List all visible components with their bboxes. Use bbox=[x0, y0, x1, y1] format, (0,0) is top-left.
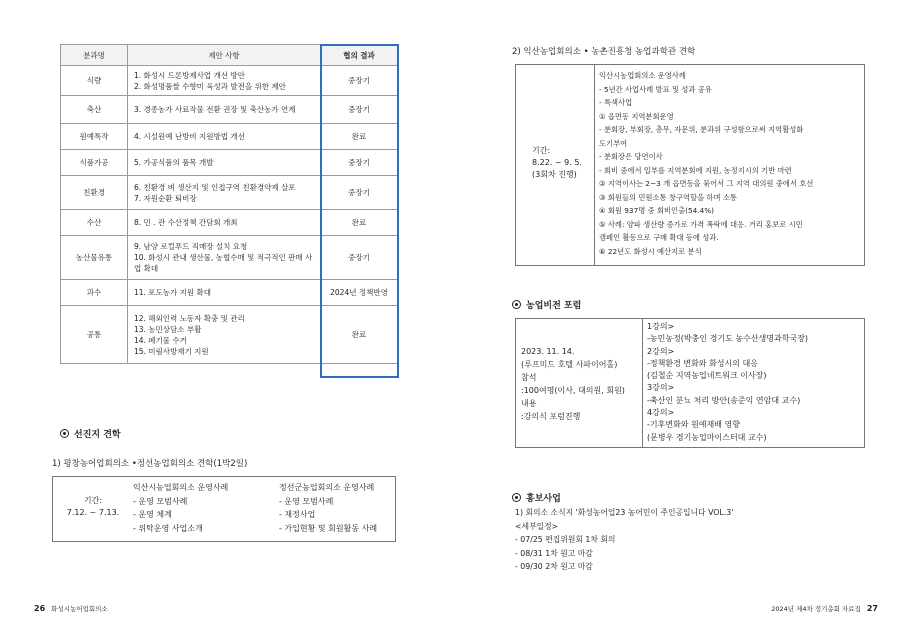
field-trip-line: - 운영 체계 bbox=[133, 510, 172, 519]
forum-info-line: (루프미드 호텔 사파이어홀) bbox=[521, 360, 618, 369]
row-result: 중장기 bbox=[321, 176, 398, 210]
forum-info-line: :강의식 포럼진행 bbox=[521, 412, 581, 421]
field-trip-line: 익산시농업회의소 운영사례 bbox=[133, 483, 229, 492]
proposal-item: 7. 자원순환 퇴비장 bbox=[134, 193, 197, 203]
row-proposals bbox=[128, 66, 321, 96]
proposal-item: 9. 남양 로컬푸드 직매장 설치 요청 bbox=[134, 242, 248, 251]
section-bullet-icon bbox=[512, 493, 521, 502]
proposal-item: 5. 가공식품의 품목 개발 bbox=[134, 158, 214, 167]
field-trip-line: - 운영 모범사례 bbox=[279, 496, 334, 506]
promo-line: - 09/30 2차 원고 마감 bbox=[515, 562, 593, 571]
row-result: 완료 bbox=[321, 210, 398, 236]
forum-info bbox=[521, 345, 625, 423]
row-category: 농산물유통 bbox=[61, 236, 128, 280]
field-trip-period: 기간: 7.12. ~ 7.13. bbox=[66, 496, 120, 517]
row-result: 완료 bbox=[321, 124, 398, 150]
proposal-item: 13. 농민상담소 부활 bbox=[134, 324, 202, 334]
iksan-line: ① 읍면동 지역분회운영 bbox=[599, 111, 674, 121]
row-result: 중장기 bbox=[321, 96, 398, 124]
forum-lecture-line: -농민농정(박충인 경기도 농수산생명과학국장) bbox=[647, 334, 809, 344]
proposal-table bbox=[60, 44, 398, 364]
iksan-line: ⑤ 사례: 양파 생산량 증가로 가격 폭락에 대응. 거리 홍보로 시민 bbox=[599, 219, 803, 229]
page-number-right: 27 bbox=[866, 604, 878, 613]
field-trip-line: 정선군농업회의소 운영사례 bbox=[279, 483, 375, 492]
iksan-visit-box bbox=[515, 64, 865, 266]
row-proposals bbox=[128, 280, 321, 306]
table-row bbox=[61, 306, 398, 364]
proposal-item: 12. 해외인력 노동자 확충 및 관리 bbox=[134, 313, 245, 323]
table-body bbox=[61, 66, 398, 364]
row-category: 원예특작 bbox=[61, 124, 128, 150]
forum-title: 농업비전 포럼 bbox=[526, 301, 582, 311]
forum-box bbox=[515, 318, 865, 448]
iksan-line: - 분회장, 부회장, 총무, 자문위, 분과위 구성함으로써 지역활성화 bbox=[599, 125, 804, 134]
forum-info-line: 2023. 11. 14. bbox=[521, 347, 575, 356]
proposal-item: 15. 미림사방재기 지원 bbox=[134, 346, 209, 356]
row-proposals bbox=[128, 150, 321, 176]
row-category: 과수 bbox=[61, 280, 128, 306]
table-row bbox=[61, 236, 398, 280]
promo-line: 1) 회의소 소식지 '화성농어업23 농어민이 주인공입니다 VOL.3' bbox=[515, 508, 734, 517]
field-trip-line: - 가입현황 및 회원활동 사례 bbox=[279, 523, 378, 533]
forum-info-line: 내용 bbox=[521, 399, 537, 408]
footer-org: 화성시농어업회의소 bbox=[51, 605, 108, 613]
iksan-line: - 회비 중에서 일부를 지역분회에 지원, 농정지시의 기반 마련 bbox=[599, 165, 792, 175]
iksan-period: 기간: 8.22. ~ 9. 5. (3회차 진행) bbox=[532, 146, 582, 179]
table-header-row bbox=[61, 45, 398, 66]
table-row bbox=[61, 96, 398, 124]
row-category: 공통 bbox=[61, 306, 128, 364]
footer-doc-title: 2024년 제4차 정기총회 자료집 bbox=[771, 605, 861, 613]
iksan-line: - 5년간 사업사례 발표 및 성과 공유 bbox=[599, 84, 712, 94]
table-row bbox=[61, 66, 398, 96]
promo-line: - 07/25 편집위원회 1차 회의 bbox=[515, 535, 616, 544]
row-proposals bbox=[128, 124, 321, 150]
forum-left-cell bbox=[516, 319, 643, 447]
forum-lecture-line: (김철순 지역농업네트워크 이사장) bbox=[647, 371, 767, 381]
field-trip-line: - 재정사업 bbox=[279, 510, 316, 519]
row-proposals bbox=[128, 96, 321, 124]
proposal-item: 14. 폐기물 수거 bbox=[134, 335, 187, 345]
section-promo bbox=[512, 491, 561, 504]
page-number-left: 26 bbox=[34, 604, 46, 613]
row-proposals bbox=[128, 306, 321, 364]
table-row bbox=[61, 124, 398, 150]
iksan-visit-subtitle: 2) 익산농업회의소 • 농촌진흥청 농업과학관 견학 bbox=[512, 47, 696, 57]
field-trip-col1 bbox=[133, 481, 228, 535]
iksan-period-cell bbox=[516, 65, 595, 265]
promo-title: 홍보사업 bbox=[526, 494, 561, 504]
proposal-item: 8. 민 . 관 수산정책 간담회 개최 bbox=[134, 218, 238, 227]
footer-left bbox=[34, 604, 108, 613]
forum-lecture-line: 4강의> bbox=[647, 408, 675, 418]
proposal-item: 6. 친환경 벼 생산지 및 인접구역 친환경약제 살포 bbox=[134, 182, 296, 192]
proposal-item: 3. 경종농가 사료작물 전환 권장 및 축산농가 연계 bbox=[134, 105, 296, 114]
proposal-item: 10. 화성시 관내 생산물, 농협수매 및 적극적인 판매 사 bbox=[134, 253, 313, 262]
forum-info-line: :100여명(이사, 대의원, 회원) bbox=[521, 386, 625, 395]
proposal-item: 1. 화성시 드론방제사업 개선 방안 bbox=[134, 70, 245, 80]
forum-lecture-line: 2강의> bbox=[647, 346, 675, 356]
row-category: 축산 bbox=[61, 96, 128, 124]
section-bullet-icon bbox=[512, 300, 521, 309]
iksan-line: - 특색사업 bbox=[599, 98, 633, 107]
iksan-line: ⑥ 22년도 화성시 예산지로 분석 bbox=[599, 246, 702, 256]
forum-lecture-line: 1강의> bbox=[647, 322, 675, 331]
row-proposals bbox=[128, 176, 321, 210]
forum-lecture-line: (문병우 경기농업마이스터대 교수) bbox=[647, 432, 767, 442]
forum-lectures bbox=[647, 321, 808, 444]
row-result: 중장기 bbox=[321, 150, 398, 176]
promo-details bbox=[515, 506, 733, 574]
section-bullet-icon bbox=[60, 429, 69, 438]
table-row bbox=[61, 176, 398, 210]
table-row bbox=[61, 280, 398, 306]
section-title: 선진지 견학 bbox=[74, 430, 121, 440]
row-result: 중장기 bbox=[321, 66, 398, 96]
iksan-line: - 분회장은 당연이사 bbox=[599, 152, 663, 161]
row-result: 2024년 정책반영 bbox=[321, 280, 398, 306]
iksan-line: 익산시농업회의소 운영사례 bbox=[599, 71, 686, 80]
field-trip-subtitle: 1) 평창농어업회의소 •정선농업회의소 견학(1박2일) bbox=[52, 459, 248, 469]
row-result: 중장기 bbox=[321, 236, 398, 280]
row-proposals bbox=[128, 236, 321, 280]
field-trip-col2 bbox=[279, 481, 377, 535]
iksan-details bbox=[599, 69, 813, 258]
field-trip-line: - 위탁운영 사업소개 bbox=[133, 523, 203, 533]
iksan-line: 캠페인 활동으로 구매 확대 등에 성과. bbox=[599, 233, 719, 242]
header-result: 협의 결과 bbox=[321, 45, 398, 66]
proposal-item: 11. 포도농가 지원 확대 bbox=[134, 288, 212, 297]
iksan-line: ③ 회원들의 민원소통 창구역할을 하며 소통 bbox=[599, 192, 737, 202]
footer-right bbox=[771, 604, 878, 613]
field-trip-line: - 운영 모범사례 bbox=[133, 496, 188, 506]
iksan-line: 도기부여 bbox=[599, 138, 628, 148]
row-category: 식량 bbox=[61, 66, 128, 96]
forum-lecture-line: -정책환경 변화와 화성시의 대응 bbox=[647, 358, 758, 368]
proposal-item: 4. 시설원예 난방비 지원방법 개선 bbox=[134, 132, 245, 141]
forum-lecture-line: 3강의> bbox=[647, 383, 675, 393]
table-row bbox=[61, 150, 398, 176]
header-proposal: 제안 사항 bbox=[128, 45, 321, 66]
proposal-item: 업 확대 bbox=[134, 264, 159, 273]
table-row bbox=[61, 210, 398, 236]
row-category: 식품가공 bbox=[61, 150, 128, 176]
iksan-line: ④ 회원 937명 중 회비인출(54.4%) bbox=[599, 206, 715, 215]
row-result: 완료 bbox=[321, 306, 398, 364]
header-category: 분과명 bbox=[61, 45, 128, 66]
forum-info-line: 참석 bbox=[521, 373, 537, 382]
proposal-item: 2. 화성명품쌀 수향미 육성과 발전을 위한 제안 bbox=[134, 81, 286, 91]
forum-lecture-line: -축산인 분뇨 처리 방안(송준익 연암대 교수) bbox=[647, 395, 801, 405]
section-field-trip bbox=[60, 427, 121, 440]
row-category: 수산 bbox=[61, 210, 128, 236]
field-trip-box bbox=[52, 476, 396, 542]
section-forum bbox=[512, 298, 581, 311]
row-category: 친환경 bbox=[61, 176, 128, 210]
promo-line: - 08/31 1차 원고 마감 bbox=[515, 548, 593, 558]
iksan-line: ② 지역이사는 2~3 개 읍면동을 묶어서 그 지역 대의원 중에서 호선 bbox=[599, 179, 814, 188]
promo-line: <세부일정> bbox=[515, 521, 559, 531]
forum-lecture-line: -기후변화와 원예재배 영향 bbox=[647, 420, 740, 430]
row-proposals bbox=[128, 210, 321, 236]
